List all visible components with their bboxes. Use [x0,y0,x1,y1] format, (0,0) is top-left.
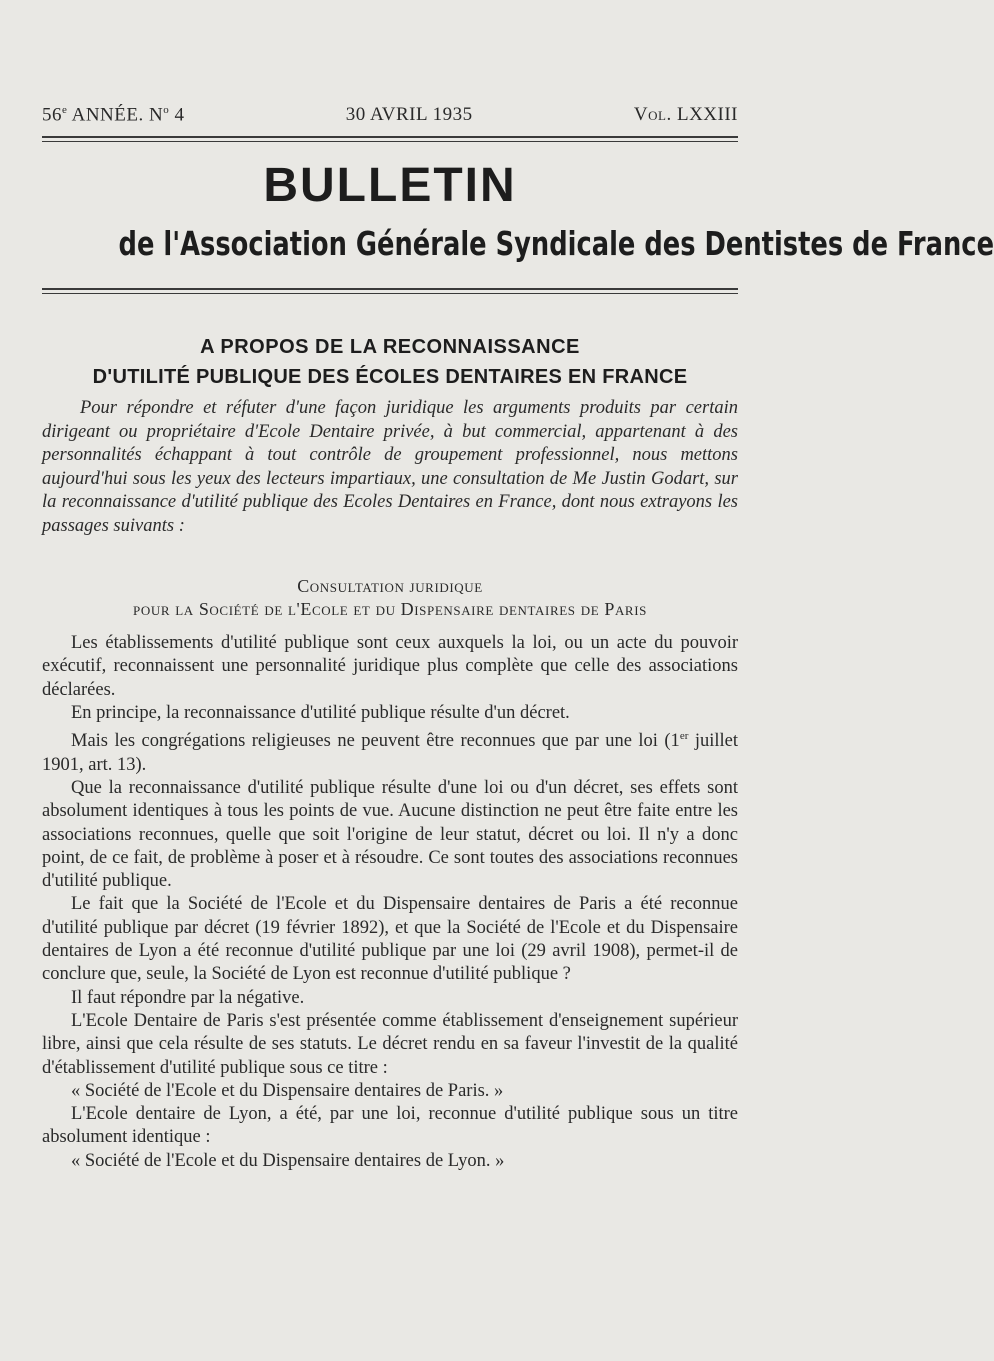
paragraph: Que la reconnaissance d'utilité publique résulte d'une loi ou d'un décret, ses effets sont absolument identiques à tous les points de vue. Aucune distinction ne peut être faite entre les associations reconnues, quelle que soit l'origine de leur statut, décret ou loi. Il n'y a donc point, de ce fait, de problème à poser et à résoudre. Ce sont toutes des associations reconnues d'utilité publique. [42,777,738,892]
quotation: « Société de l'Ecole et du Dispensaire dentaires de Paris. » [71,1080,504,1101]
masthead-rule [42,288,738,294]
issue-date: 30 AVRIL 1935 [345,104,473,126]
issue-info [42,104,184,126]
issue-header [42,104,738,126]
article-heading-line1: A PROPOS DE LA RECONNAISSANCE [200,336,580,358]
issue-label: ANNÉE. N [67,104,164,126]
article-heading-line2: D'UTILITÉ PUBLIQUE DES ÉCOLES DENTAIRES EN FRANCE [92,366,688,388]
issue-year-sup: e [62,104,68,116]
consultation-heading [42,575,738,621]
paragraph: Il faut répondre par la négative. [71,987,305,1008]
masthead-subtitle: de l'Association Générale Syndicale des Dentistes de France [118,224,994,263]
issue-number-sup: o [163,104,170,116]
consultation-heading-line1: Consultation juridique [297,576,483,596]
header-rule [42,136,738,142]
ordinal-sup: er [679,730,689,743]
issue-volume: Vol. LXXIII [633,104,738,126]
consultation-heading-line2: pour la Société de l'Ecole et du Dispensaire dentaires de Paris [133,599,647,619]
paragraph-text: juillet 1901, art. 13). [42,731,738,775]
paragraph: Le fait que la Société de l'Ecole et du Dispensaire dentaires de Paris a été reconnue d'utilité publique par décret (19 février 1892), et que la Société de l'Ecole et du Dispensaire dentaires de Lyon a été reconnue d'utilité publique par une loi (29 avril 1908), permet-il de conclure que, seule, la Société de Lyon est reconnue d'utilité publique ? [42,894,738,985]
issue-year: 56 [42,104,62,126]
paragraph: L'Ecole Dentaire de Paris s'est présentée comme établissement d'enseignement supérieur libre, ainsi que cela résulte de ses statuts. Le décret rendu en sa faveur l'investit de la qualité d'établissement d'utilité publique sous ce titre : [42,1010,738,1078]
article-body [42,632,738,1173]
masthead-title: BULLETIN [263,159,517,212]
article-heading [42,332,738,392]
paragraph: En principe, la reconnaissance d'utilité publique résulte d'un décret. [71,702,570,723]
paragraph [42,725,738,777]
paragraph-text: Mais les congrégations religieuses ne peuvent être reconnues que par une loi (1 [71,731,680,752]
paragraph: Les établissements d'utilité publique sont ceux auxquels la loi, ou un acte du pouvoir exécutif, reconnaissent une personnalité juridique plus complète que celle des associations déclarées. [42,633,738,700]
quotation: « Société de l'Ecole et du Dispensaire dentaires de Lyon. » [71,1150,505,1171]
paragraph: L'Ecole dentaire de Lyon, a été, par une loi, reconnue d'utilité publique sous un titre absolument identique : [42,1104,738,1148]
issue-number: 4 [169,104,185,126]
article-intro: Pour répondre et réfuter d'une façon juridique les arguments produits par certain dirigeant ou propriétaire d'Ecole Dentaire privée, à but commercial, appartenant à des personnalités échappant à tout contrôle de groupement professionnel, nous mettons aujourd'hui sous les yeux des lecteurs impartiaux, une consultation de Me Justin Godart, sur la reconnaissance d'utilité publique des Ecoles Dentaires en France, dont nous extrayons les passages suivants : [42,398,738,536]
